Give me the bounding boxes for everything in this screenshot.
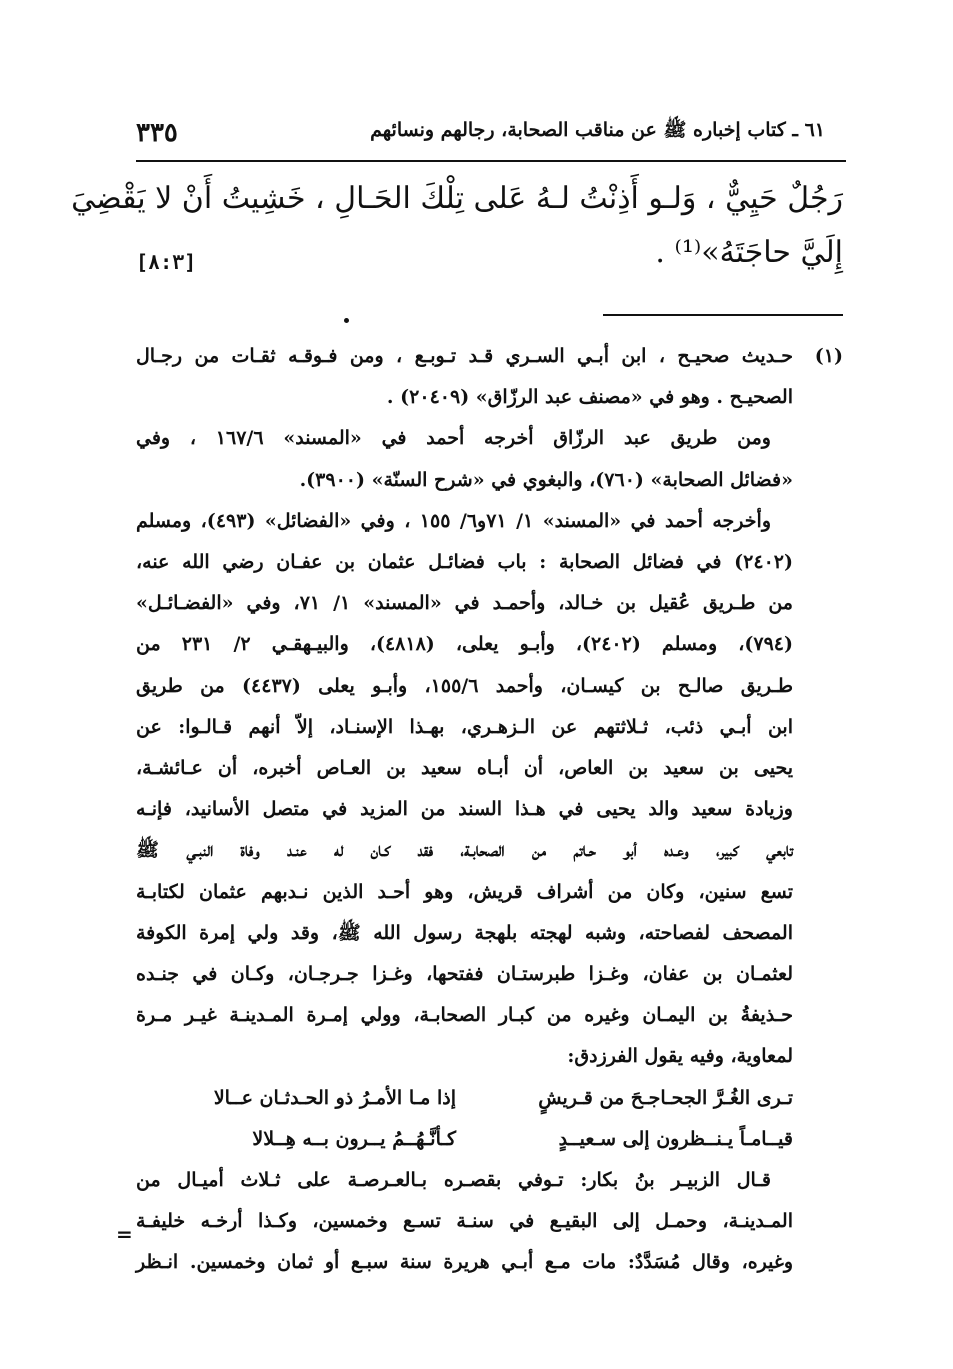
main-text-line: رَجُلٌ حَيِيٌّ ، وَلـو أَذِنْتُ لـهُ عَلى تِلْكَ الحَـالِ ، خَشِيتُ أَنْ لا يَقْضِيَ: [71, 181, 843, 216]
footnote-line: لعثمـان بن عفان، وغـزا طبرستـان ففتحها، وغـزا جـرجـان، وكـان في جنـده: [136, 963, 793, 986]
footnote-line: المـدينـة، وحمـل إلى البقيـع في سنـة تسـع وخمسين، وكـذا أرخـه خليفـة: [136, 1210, 793, 1233]
continuation-mark: =: [116, 1222, 133, 1246]
footnote-line: المصحف لفصاحته، وشبه لهجته بلهجة رسول الله ﷺ، وقد ولي إمرة الكوفة: [136, 921, 793, 944]
footnote-line: لمعاوية، وفيه يقول الفرزدق:: [567, 1045, 793, 1068]
footnote-marker: (١): [814, 345, 843, 367]
footnote-line: (٢٤٠٢) في فضائل الصحابة : باب فضائـل عثمان بن عفـان رضي الله عنه،: [136, 551, 793, 574]
footnote-rule: [603, 314, 843, 316]
footnote-line: وأخرجه أحمد في «المسند» ١/ ٧١و٦/ ١٥٥ ، وفي «الفضائل» (٤٩٣)، ومسلم: [136, 509, 771, 532]
poem-verse: [136, 1119, 841, 1160]
header-rule: [136, 160, 846, 162]
main-text-line: إِلَيَّ حاجَتَهُ»⁽¹⁾ .: [655, 235, 843, 270]
poem-hemistich: قيــامـاً يـنــظرون إلى سـعيــدٍ: [558, 1127, 793, 1150]
footnote-line: حـذيفةُ بن اليمـان وغيره من كبـار الصحابـة، وولي إمـرة المـدينـة غيـر مـرة: [136, 1004, 793, 1027]
footnote-line: وغيره، وقال مُسَدَّدٌ: مات مـع أبـي هريرة سنة سبـع أو ثمان وخمسين. انـظر: [136, 1251, 793, 1274]
page-number: ٣٣٥: [136, 118, 178, 148]
dot-mark: [344, 318, 349, 323]
poem-hemistich: إذا مـا الأمـرُ ذو الحـدثـان عــالا: [213, 1086, 456, 1109]
footnote-line: «فضائل الصحابة» (٧٦٠)، والبغوي في «شرح السنّة» (٣٩٠٠).: [299, 468, 793, 491]
main-text: [71, 172, 843, 280]
poem-hemistich: تـرى الغُـرَّ الجحـاجـحَ من قـريشٍ: [538, 1086, 793, 1109]
running-head: ٦١ ـ كتاب إخباره ﷺ عن مناقب الصحابة، رجالهم ونسائهم: [370, 119, 825, 141]
footnote-line: تابعي كبير، وعـده أبو حـاتم من الصحابـة، فقد كـان له عنـد وفاة النبـي ﷺ: [136, 839, 793, 862]
footnote-line: قـال الزبيـر بنُ بكار: تـوفي بقصـره بـالعـرصـة على ثـلاث أميـال من: [136, 1169, 771, 1192]
footnote: [136, 336, 841, 1284]
footnote-line: طـريق صالـح بن كيسـان، وأحمد ١٥٥/٦، وأبـو يعلى (٤٤٣٧) من طريق: [136, 674, 793, 697]
footnote-line: وزيادة سعيد والد يحيى في هـذا السند من المزيد في متصل الأسانيد، فإنـه: [136, 798, 793, 821]
footnote-line: (٧٩٤)، ومسلم (٢٤٠٢)، وأبـو يعلى، (٤٨١٨)، والبيـهقـي ٢/ ٢٣١ من: [136, 633, 793, 656]
footnote-line: حـديث صحيـح ، ابن أبـي السـري قـد تـوبـع ، ومن فـوقـه ثقـات من رجـال: [136, 345, 793, 367]
footnote-line: يحيى بن سعيد بن العاص، أن أبـاه سعيد بن العـاص أخبره، أن عـائشـة،: [136, 757, 793, 780]
footnote-line: من طـريق عُقيل بن خـالد، وأحمـد في «المسند» ١/ ٧١، وفي «الفضـائـل»: [136, 592, 793, 615]
footnote-line: ومن طريق عبد الرزّاق أخرجه أحمد في «المسند» ١٦٧/٦ ، وفي: [136, 427, 771, 450]
footnote-line: الصحيـح . وهو في «مصنف عبد الرزّاق» (٢٠٤٠٩) .: [386, 386, 793, 409]
hadith-reference: [٨:٣]: [136, 250, 197, 274]
footnote-line: ابن أبـي ذئب، ثـلاثتهم عن الـزهـري، بهـذا الإسنـاد، إلاّ أنهم قـالـوا: عن: [136, 715, 793, 738]
poem-verse: [136, 1078, 841, 1119]
poem-hemistich: كـأنَّـهُــمُ يــرون بــه هِــلالا: [252, 1127, 456, 1150]
footnote-line: تسع سنين، وكان من أشراف قريش، وهو أحـد الذين نـدبهم عثمان لكتابـة: [136, 880, 793, 903]
